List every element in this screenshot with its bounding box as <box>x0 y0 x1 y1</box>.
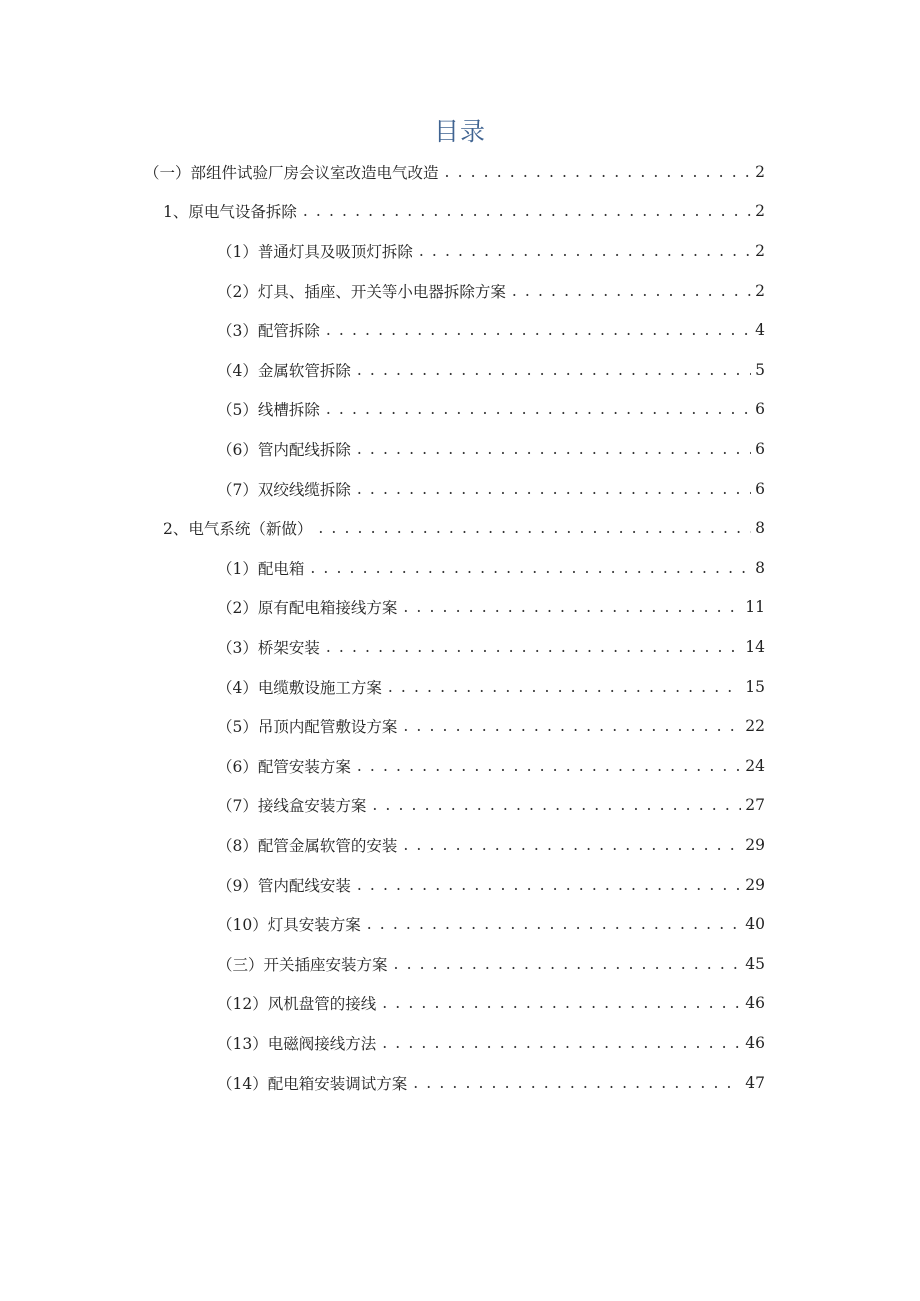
toc-entry-page-number: 47 <box>745 1073 765 1092</box>
toc-entry-page-number: 11 <box>745 598 765 617</box>
toc-entry[interactable] <box>217 588 765 628</box>
toc-entry-label: 1、原电气设备拆除 <box>163 203 297 222</box>
toc-entry-label: （8）配管金属软管的安装 <box>217 836 398 855</box>
toc-entry[interactable] <box>217 1023 765 1063</box>
toc-entry[interactable] <box>163 192 765 232</box>
toc-entry[interactable] <box>217 627 765 667</box>
toc-dot-leader <box>413 1074 741 1092</box>
toc-entry[interactable] <box>217 310 765 350</box>
toc-entry[interactable] <box>217 350 765 390</box>
toc-entry-page-number: 5 <box>755 360 765 379</box>
toc-entry[interactable] <box>217 667 765 707</box>
toc-entry-label: （2）灯具、插座、开关等小电器拆除方案 <box>217 282 506 301</box>
toc-entry[interactable] <box>217 865 765 905</box>
toc-entry-page-number: 8 <box>755 519 765 538</box>
toc-dot-leader <box>419 242 751 260</box>
toc-entry[interactable] <box>217 746 765 786</box>
toc-entry[interactable] <box>217 706 765 746</box>
toc-entry-label: （三）开关插座安装方案 <box>217 955 388 974</box>
toc-dot-leader <box>357 876 741 894</box>
toc-entry-page-number: 24 <box>745 756 765 775</box>
toc-entry[interactable] <box>217 944 765 984</box>
toc-entry-label: （9）管内配线安装 <box>217 876 351 895</box>
toc-entry-page-number: 45 <box>745 954 765 973</box>
toc-dot-leader <box>372 796 741 814</box>
toc-entry[interactable] <box>163 508 765 548</box>
toc-entry-page-number: 29 <box>745 875 765 894</box>
toc-dot-leader <box>445 163 752 181</box>
toc-dot-leader <box>310 559 751 577</box>
toc-dot-leader <box>367 915 742 933</box>
toc-entry-page-number: 2 <box>755 241 765 260</box>
toc-entry-label: （7）双绞线缆拆除 <box>217 480 351 499</box>
toc-entry[interactable] <box>217 904 765 944</box>
toc-dot-leader <box>512 282 751 300</box>
toc-entry[interactable] <box>217 231 765 271</box>
toc-entry-label: （10）灯具安装方案 <box>217 916 361 935</box>
toc-entry-page-number: 6 <box>755 479 765 498</box>
toc-dot-leader <box>326 638 741 656</box>
toc-dot-leader <box>382 994 741 1012</box>
toc-entry-label: （5）线槽拆除 <box>217 401 320 420</box>
toc-entry-page-number: 4 <box>755 321 765 340</box>
toc-dot-leader <box>357 361 751 379</box>
toc-entry-page-number: 15 <box>745 677 765 696</box>
toc-entry-label: （6）管内配线拆除 <box>217 440 351 459</box>
toc-entry-label: （5）吊顶内配管敷设方案 <box>217 718 398 737</box>
toc-entry-page-number: 40 <box>745 915 765 934</box>
toc-entry-page-number: 2 <box>755 202 765 221</box>
toc-entry-page-number: 22 <box>745 717 765 736</box>
toc-entry-label: （3）配管拆除 <box>217 322 320 341</box>
toc-dot-leader <box>382 1034 741 1052</box>
toc-dot-leader <box>394 955 742 973</box>
toc-entry-label: （13）电磁阀接线方法 <box>217 1034 377 1053</box>
toc-entry[interactable] <box>217 984 765 1024</box>
toc-entry-label: （3）桥架安装 <box>217 638 320 657</box>
toc-entry-label: （12）风机盘管的接线 <box>217 995 377 1014</box>
toc-entry-label: （7）接线盒安装方案 <box>217 797 367 816</box>
toc-entry[interactable] <box>217 429 765 469</box>
toc-dot-leader <box>326 321 751 339</box>
toc-dot-leader <box>357 757 741 775</box>
toc-entry-label: （1）普通灯具及吸顶灯拆除 <box>217 242 413 261</box>
toc-dot-leader <box>403 598 741 616</box>
toc-entry-label: （4）电缆敷设施工方案 <box>217 678 382 697</box>
toc-entry[interactable] <box>144 152 765 192</box>
toc-entry[interactable] <box>217 469 765 509</box>
toc-entry-label: （2）原有配电箱接线方案 <box>217 599 398 618</box>
toc-entry-label: （14）配电箱安装调试方案 <box>217 1074 408 1093</box>
toc-dot-leader <box>357 440 751 458</box>
toc-dot-leader <box>357 480 751 498</box>
toc-entry-label: （一）部组件试验厂房会议室改造电气改造 <box>144 163 439 182</box>
toc-entry[interactable] <box>217 786 765 826</box>
toc-dot-leader <box>403 717 741 735</box>
toc-entry[interactable] <box>217 548 765 588</box>
toc-title: 目录 <box>433 117 486 146</box>
toc-entry-page-number: 14 <box>745 637 765 656</box>
toc-entry-page-number: 8 <box>755 558 765 577</box>
toc-entry[interactable] <box>217 390 765 430</box>
toc-dot-leader <box>403 836 741 854</box>
toc-entry-label: 2、电气系统（新做） <box>163 520 313 539</box>
toc-entry-page-number: 46 <box>745 994 765 1013</box>
toc-entry[interactable] <box>217 1063 765 1103</box>
toc-entry-label: （1）配电箱 <box>217 559 305 578</box>
toc-entry-page-number: 29 <box>745 835 765 854</box>
toc-entry[interactable] <box>217 271 765 311</box>
toc-entry-label: （4）金属软管拆除 <box>217 361 351 380</box>
toc-entry-page-number: 27 <box>745 796 765 815</box>
toc-entry-page-number: 2 <box>755 281 765 300</box>
toc-dot-leader <box>388 678 741 696</box>
toc-dot-leader <box>326 400 751 418</box>
toc-entry-page-number: 2 <box>755 162 765 181</box>
toc-entry-page-number: 6 <box>755 439 765 458</box>
toc-dot-leader <box>318 519 751 537</box>
toc-entry-page-number: 46 <box>745 1033 765 1052</box>
toc-dot-leader <box>303 202 751 220</box>
toc-entry-label: （6）配管安装方案 <box>217 757 351 776</box>
toc-entry[interactable] <box>217 825 765 865</box>
toc-entry-page-number: 6 <box>755 400 765 419</box>
